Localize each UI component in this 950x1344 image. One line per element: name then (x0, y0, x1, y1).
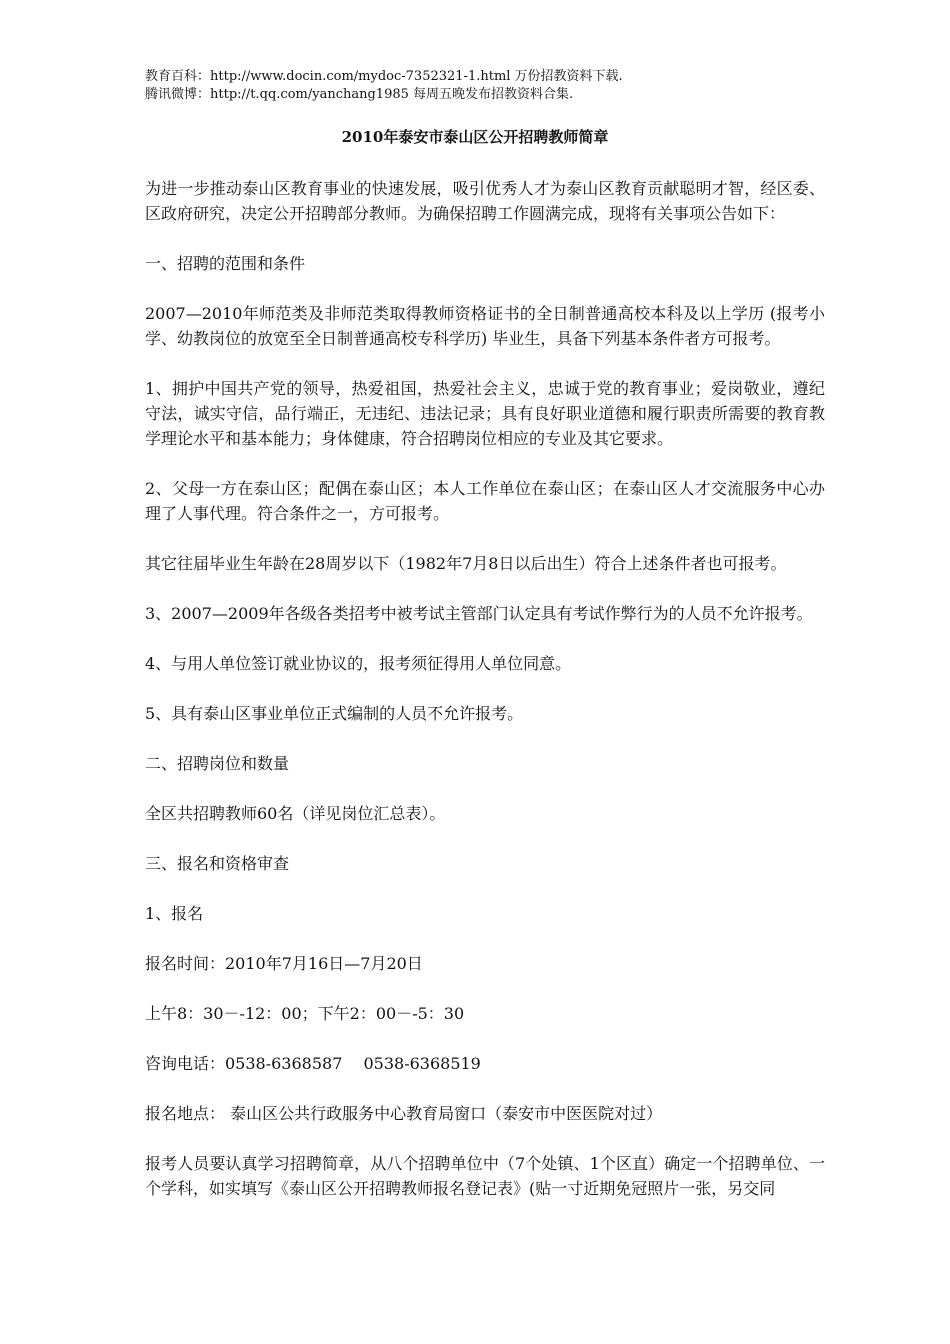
paragraph-intro: 为进一步推动泰山区教育事业的快速发展，吸引优秀人才为泰山区教育贡献聪明才智，经区委、区政府研究，决定公开招聘部分教师。为确保招聘工作圆满完成，现将有关事项公告如下： (145, 179, 825, 223)
document-body (145, 176, 825, 1226)
source-header (145, 68, 845, 104)
paragraph-condition-4: 4、与用人单位签订就业协议的，报考须征得用人单位同意。 (145, 654, 572, 673)
paragraph-instructions: 报考人员要认真学习招聘简章，从八个招聘单位中（7个处镇、1个区直）确定一个招聘单位、一个学科，如实填写《泰山区公开招聘教师报名登记表》(贴一寸近期免冠照片一张，另交同 (145, 1154, 825, 1198)
paragraph-location: 报名地点： 泰山区公共行政服务中心教育局窗口（泰安市中医医院对过） (145, 1104, 663, 1123)
paragraph-condition-2: 2、父母一方在泰山区；配偶在泰山区；本人工作单位在泰山区；在泰山区人才交流服务中心办理了人事代理。符合条件之一，方可报考。 (145, 479, 825, 523)
document-title: 2010年泰安市泰山区公开招聘教师简章 (341, 128, 609, 146)
paragraph-office-hours: 上午8：30－-12：00；下午2：00－-5：30 (145, 1004, 465, 1023)
paragraph-eligibility: 2007—2010年师范类及非师范类取得教师资格证书的全日制普通高校本科及以上学历 (报考小学、幼教岗位的放宽至全日制普通高校专科学历) 毕业生，具备下列基本条件者方可报考。 (145, 304, 825, 348)
paragraph-condition-1: 1、拥护中国共产党的领导，热爱祖国，热爱社会主义，忠诚于党的教育事业；爱岗敬业，遵纪守法，诚实守信，品行端正，无违纪、违法记录；具有良好职业道德和履行职责所需要的教育教学理论水平和基本能力；身体健康，符合招聘岗位相应的专业及其它要求。 (145, 379, 825, 448)
paragraph-positions-count: 全区共招聘教师60名（详见岗位汇总表）。 (145, 804, 446, 823)
paragraph-registration-time: 报名时间：2010年7月16日—7月20日 (145, 954, 423, 973)
header-line-weibo: 腾讯微博：http://t.qq.com/yanchang1985 每周五晚发布招教资料合集. (145, 87, 574, 102)
header-line-docin: 教育百科：http://www.docin.com/mydoc-7352321-1.html 万份招教资料下载. (145, 69, 623, 84)
paragraph-phone: 咨询电话：0538-6368587 0538-6368519 (145, 1054, 481, 1073)
subheading-registration: 1、报名 (145, 904, 204, 923)
paragraph-condition-5: 5、具有泰山区事业单位正式编制的人员不允许报考。 (145, 704, 524, 723)
paragraph-age-rule: 其它往届毕业生年龄在28周岁以下（1982年7月8日以后出生）符合上述条件者也可报考。 (145, 554, 787, 573)
section-heading-positions: 二、招聘岗位和数量 (145, 754, 290, 773)
section-heading-scope: 一、招聘的范围和条件 (145, 254, 306, 273)
paragraph-condition-3: 3、2007—2009年各级各类招考中被考试主管部门认定具有考试作弊行为的人员不允许报考。 (145, 604, 813, 623)
section-heading-registration: 三、报名和资格审查 (145, 854, 290, 873)
